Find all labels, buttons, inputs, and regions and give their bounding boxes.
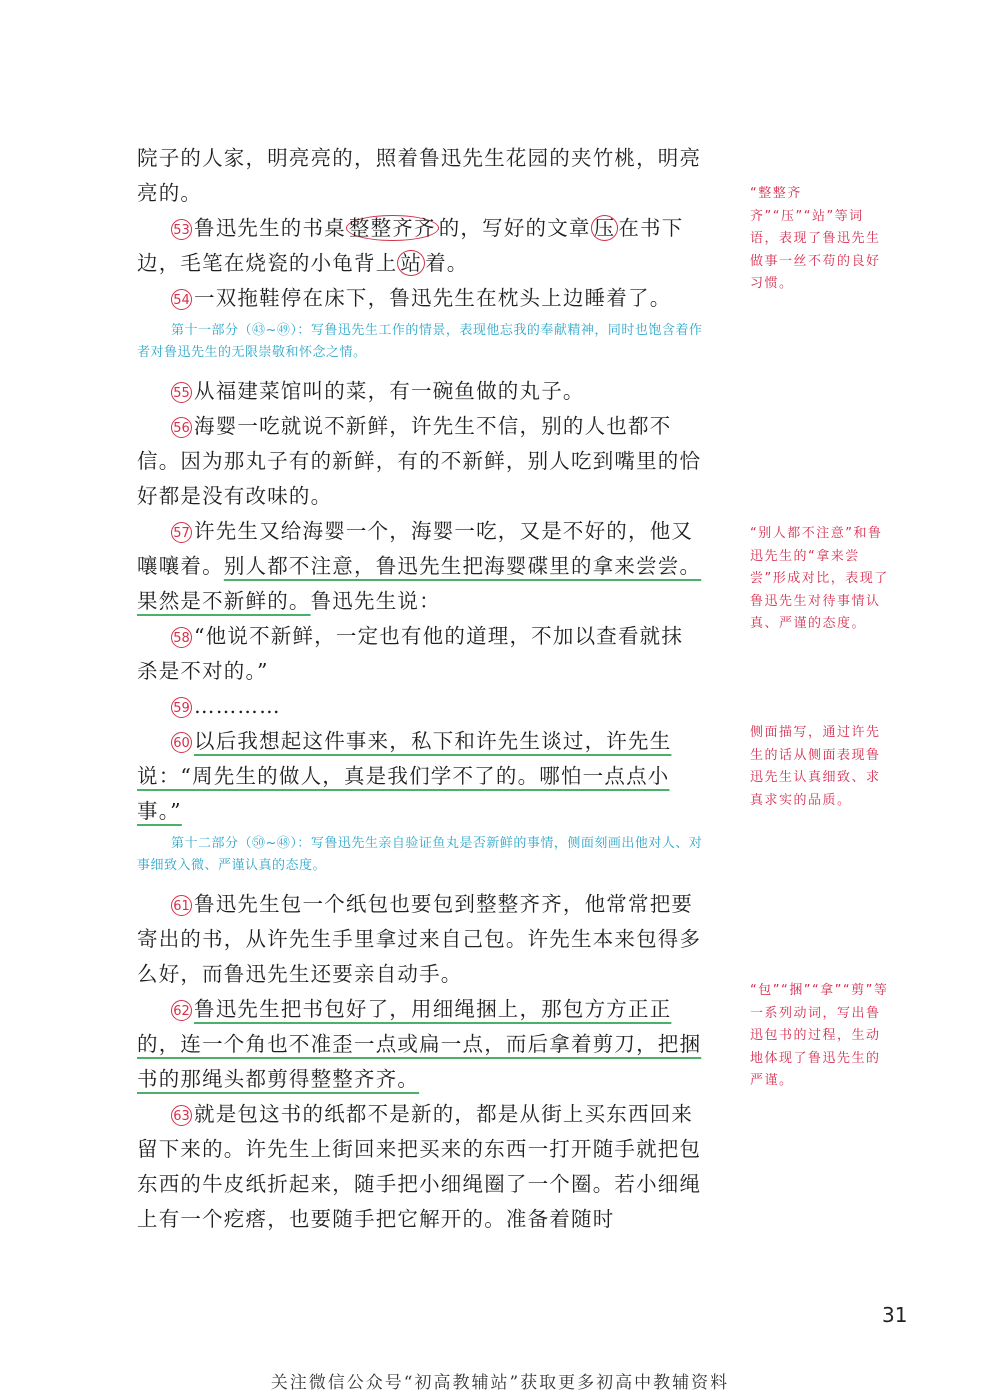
annotation-note-2: “别人都不注意”和鲁迅先生的“拿来尝尝”形成对比，表现了鲁迅先生对待事情认真、严谨的态度。 (750, 526, 889, 631)
paragraph-number-badge: 63 (171, 1105, 192, 1126)
paragraph-number-badge: 61 (171, 895, 192, 916)
paragraph-number-badge: 57 (171, 522, 192, 543)
footer-promo: 关注微信公众号“初高教辅站”获取更多初高中教辅资料 (270, 1373, 730, 1393)
paragraph (137, 374, 703, 409)
paragraph-text: “他说不新鲜，一定也有他的道理，不加以查看就抹杀是不对的。” (137, 624, 684, 683)
underlined-text: 鲁迅先生把书包好了，用细绳捆上，那包方方正正的，连一个角也不准歪一点或扁一点，而后拿着剪刀，把捆书的那绳头都剪得整整齐齐。 (137, 997, 702, 1091)
paragraph (137, 281, 703, 316)
paragraph (137, 689, 703, 724)
paragraph-number-badge: 53 (171, 219, 192, 240)
section-summary (137, 320, 703, 364)
paragraph-text: 就是包这书的纸都不是新的，都是从街上买东西回来留下来的。许先生上街回来把买来的东西一打开随手就把包东西的牛皮纸折起来，随手把小细绳圈了一个圈。若小细绳上有一个疙瘩，也要随手把它解开的。准备着随时 (137, 1102, 702, 1231)
annotation-note-4: “包”“捆”“拿”“剪”等一系列动词，写出鲁迅包书的过程，生动地体现了鲁迅先生的严谨。 (750, 983, 889, 1088)
paragraph-number-badge: 59 (171, 697, 192, 718)
paragraph-text: 鲁迅先生的书桌 (194, 216, 346, 240)
paragraph-text: 在书下边，毛笔在烧瓷的小龟背上 (137, 216, 684, 275)
paragraph (137, 887, 703, 992)
annotation-note-3: 侧面描写，通过许先生的话从侧面表现鲁迅先生认真细致、求真求实的品质。 (750, 725, 881, 808)
paragraph (137, 514, 703, 619)
paragraph (137, 211, 703, 281)
paragraph (137, 409, 703, 514)
circled-keyword: 整整齐齐 (346, 215, 439, 241)
paragraph-number-badge: 55 (171, 382, 192, 403)
circled-keyword: 压 (591, 215, 619, 241)
underlined-text: 别人都不注意，鲁迅先生把海婴碟里的拿来尝尝。果然是不新鲜的。 (137, 554, 702, 613)
paragraph-text: 许先生又给海婴一个，海婴一吃，又是不好的，他又嚷嚷着。 (137, 519, 694, 578)
paragraph (137, 1097, 703, 1237)
paragraph (137, 141, 703, 211)
paragraph-text: 的，写好的文章 (438, 216, 591, 240)
paragraph-text: 一双拖鞋停在床下，鲁迅先生在枕头上边睡着了。 (194, 286, 672, 310)
page-number: 31 (882, 1303, 908, 1327)
paragraph-text: 鲁迅先生包一个纸包也要包到整整齐齐，他常常把要寄出的书，从许先生手里拿过来自己包。许先生本来包得多么好，而鲁迅先生还要亲自动手。 (137, 892, 702, 986)
underlined-text: 以后我想起这件事来，私下和许先生谈过，许先生说：“周先生的做人，真是我们学不了的。哪怕一点点小事。” (137, 729, 672, 823)
section-summary (137, 833, 703, 877)
paragraph-number-badge: 60 (171, 732, 192, 753)
paragraph-number-badge: 56 (171, 417, 192, 438)
circled-keyword: 站 (397, 250, 425, 276)
main-text (137, 141, 703, 1237)
paragraph-text: 院子的人家，明亮亮的，照着鲁迅先生花园的夹竹桃，明亮亮的。 (137, 146, 702, 205)
paragraph (137, 619, 703, 689)
paragraph-number-badge: 62 (171, 1000, 192, 1021)
paragraph-text: ………… (194, 694, 281, 718)
annotation-note-1: “整整齐齐”“压”“站”等词语，表现了鲁迅先生做事一丝不苟的良好习惯。 (750, 186, 881, 291)
summary-text: 第十一部分（㊸~㊾）：写鲁迅先生工作的情景，表现他忘我的奉献精神，同时也饱含着作者对鲁迅先生的无限崇敬和怀念之情。 (137, 323, 703, 360)
paragraph-number-badge: 58 (171, 627, 192, 648)
paragraph-text: 着。 (425, 251, 469, 275)
paragraph-text: 鲁迅先生说： (310, 589, 441, 613)
paragraph (137, 992, 703, 1097)
paragraph-number-badge: 54 (171, 289, 192, 310)
paragraph (137, 724, 703, 829)
paragraph-text: 从福建菜馆叫的菜，有一碗鱼做的丸子。 (194, 379, 585, 403)
paragraph-text: 海婴一吃就说不新鲜，许先生不信，别的人也都不信。因为那丸子有的新鲜，有的不新鲜，别人吃到嘴里的恰好都是没有改味的。 (137, 414, 702, 508)
summary-text: 第十二部分（㊿~㊽）：写鲁迅先生亲自验证鱼丸是否新鲜的事情，侧面刻画出他对人、对事细致入微、严谨认真的态度。 (137, 836, 703, 873)
